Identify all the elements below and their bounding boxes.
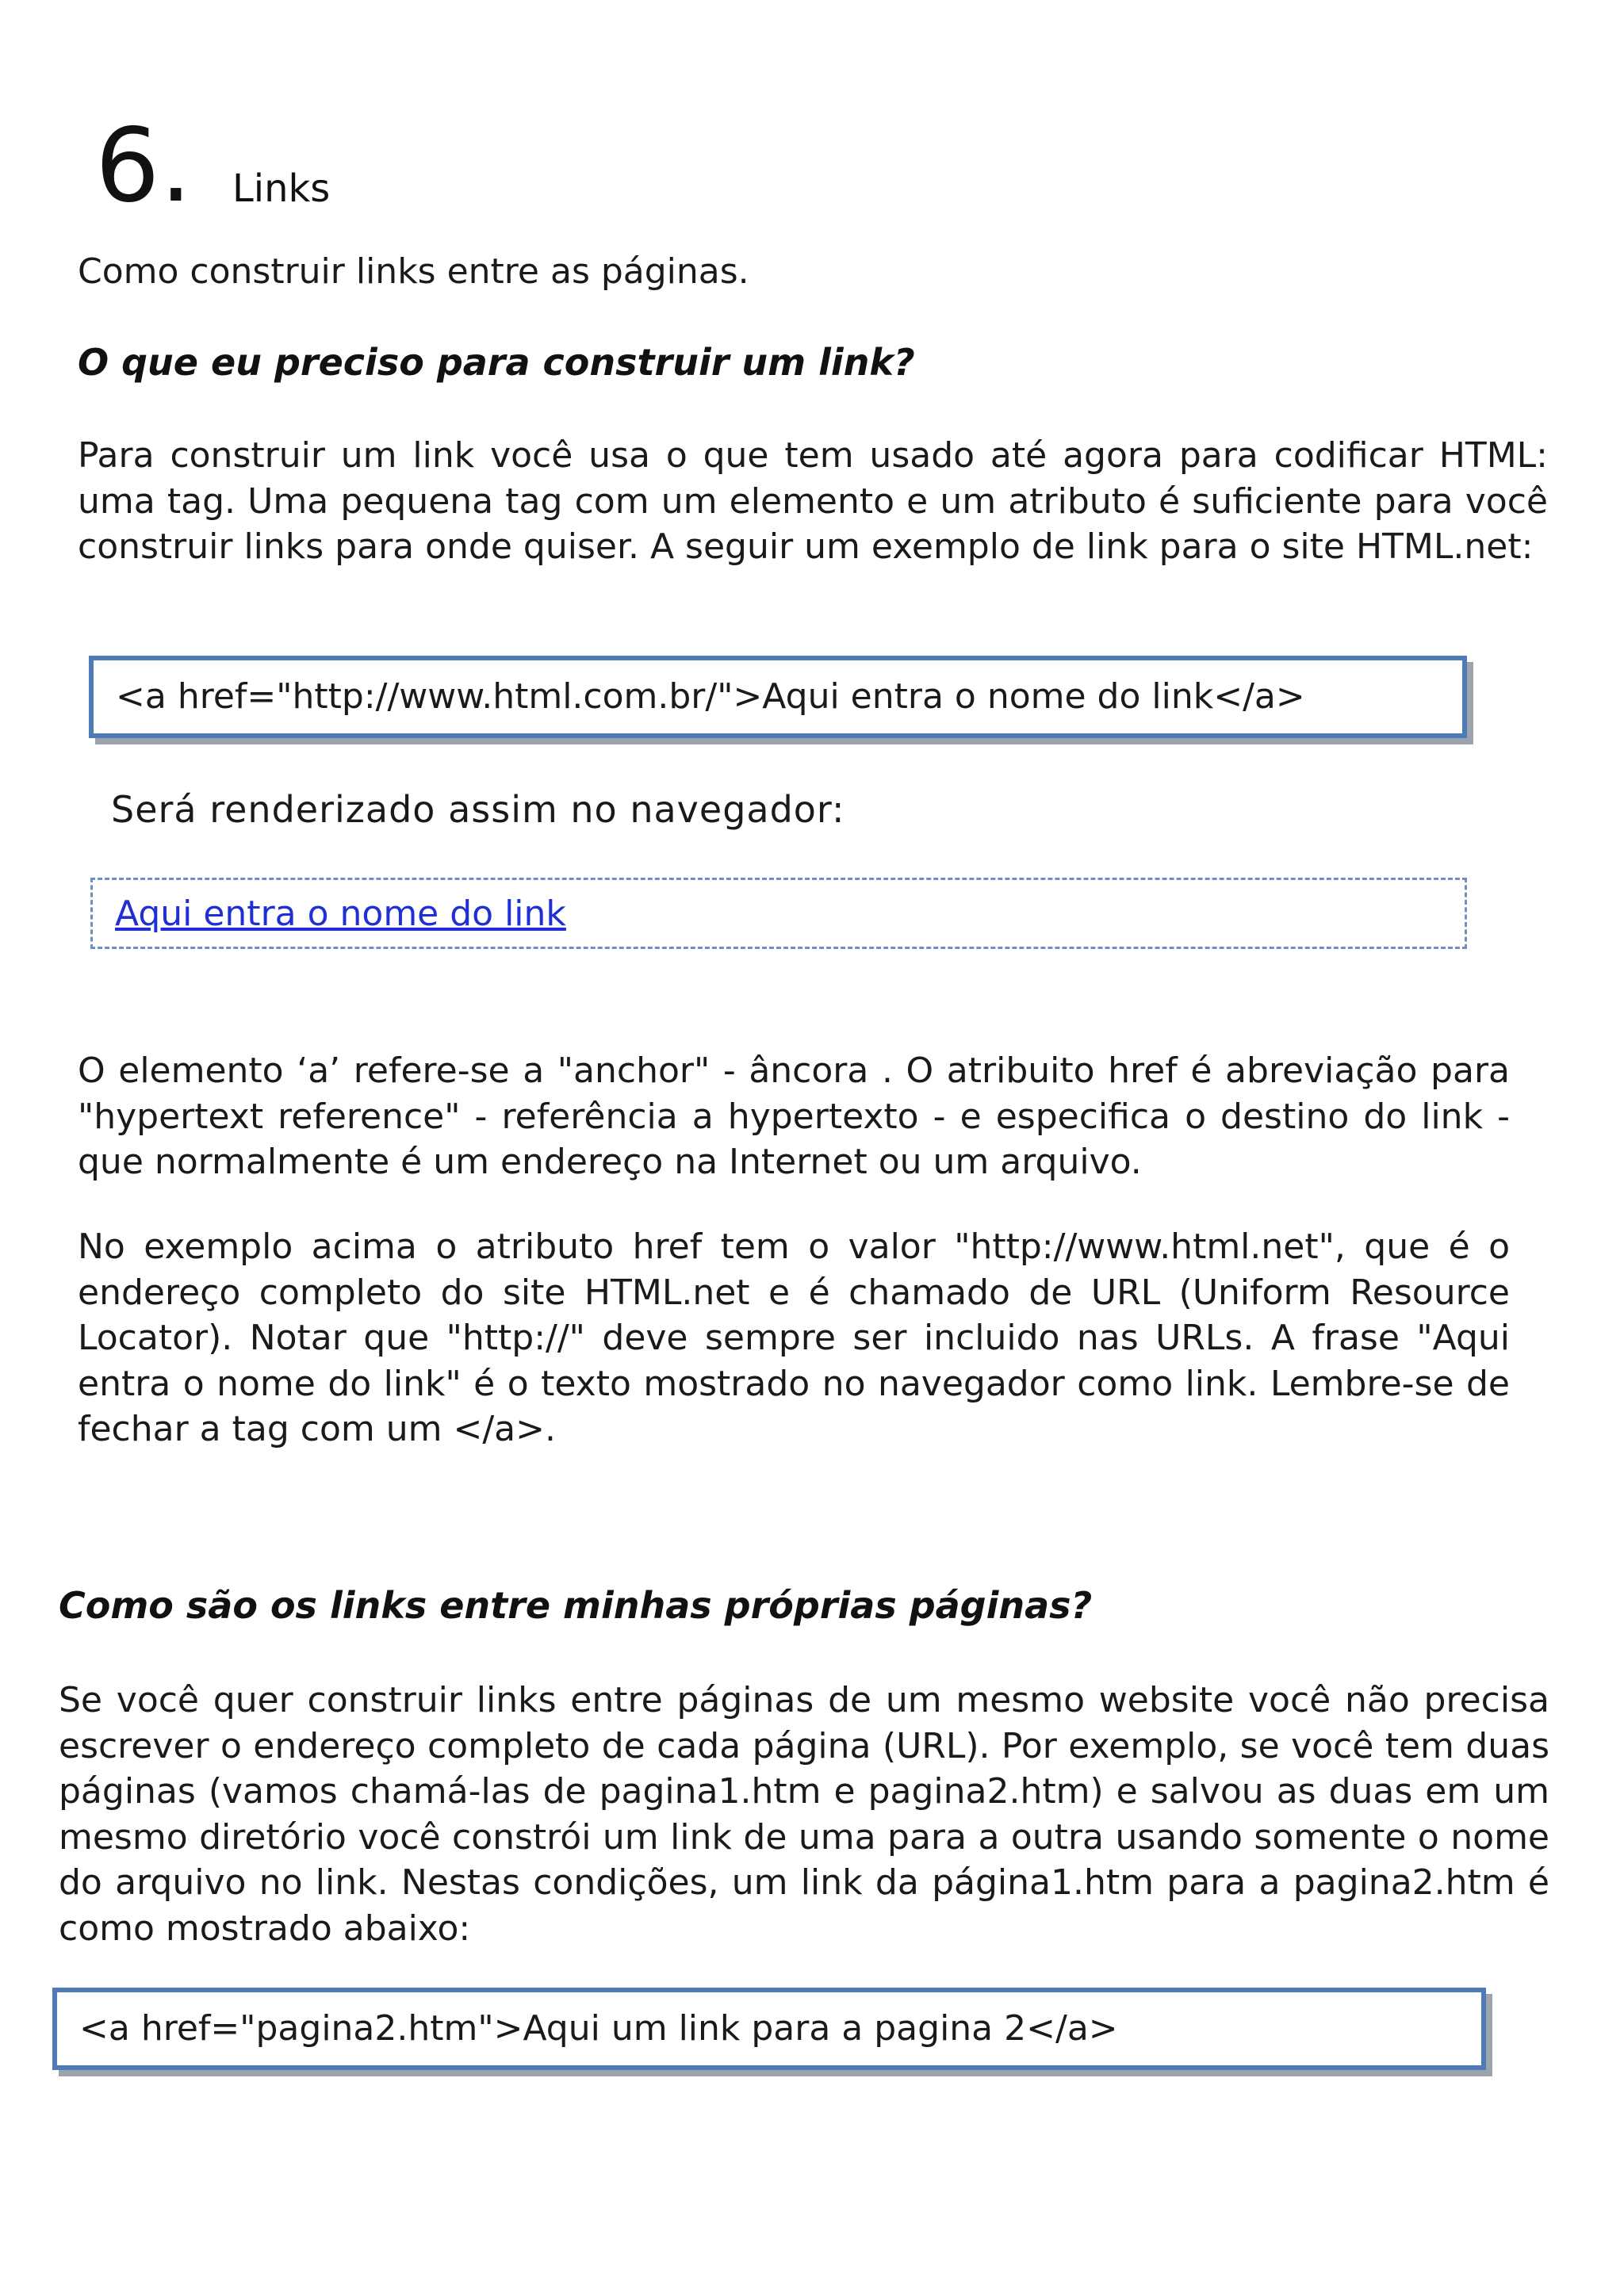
- render-caption: Será renderizado assim no navegador:: [111, 788, 845, 831]
- code-example-external-link: [89, 656, 1467, 738]
- section-heading-link-requirements: O que eu preciso para construir um link?: [78, 341, 915, 384]
- rendered-output-box: [90, 878, 1467, 949]
- paragraph-internal-links: Se você quer construir links entre páginas de um mesmo website você não precisa escrever o endereço completo de cada página (URL). Por exemplo, se você tem duas páginas (vamos chamá-las de pagina1.htm e pagina2.htm) e salvou as duas em um mesmo diretório você constrói um link de uma para a outra usando somente o nome do arquivo no link. Nestas condições, um link da página1.htm para a pagina2.htm é como mostrado abaixo:: [59, 1680, 1549, 1949]
- rendered-link[interactable]: Aqui entra o nome do link: [115, 893, 566, 934]
- code-text: <a href="pagina2.htm">Aqui um link para a pagina 2</a>: [79, 2008, 1118, 2049]
- chapter-number: 6.: [95, 107, 193, 225]
- chapter-title: Links: [232, 166, 331, 211]
- section-heading-internal-links: Como são os links entre minhas próprias páginas?: [59, 1584, 1093, 1627]
- code-example-internal-link: [52, 1988, 1486, 2070]
- chapter-intro: Como construir links entre as páginas.: [78, 251, 749, 292]
- code-text: <a href="http://www.html.com.br/">Aqui entra o nome do link</a>: [116, 676, 1305, 717]
- paragraph-href-explanation: No exemplo acima o atributo href tem o valor "http://www.html.net", que é o endereço completo do site HTML.net e é chamado de URL (Uniform Resource Locator). Notar que "http://" deve sempre ser incluido nas URLs. A frase "Aqui entra o nome do link" é o texto mostrado no navegador como link. Lembre-se de fechar a tag com um </a>.: [78, 1226, 1510, 1449]
- paragraph-anchor-explanation: O elemento ‘a’ refere-se a "anchor" - âncora . O atribuito href é abreviação para "hypertext reference" - referência a hypertexto - e especifica o destino do link - que normalmente é um endereço na Internet ou um arquivo.: [78, 1050, 1510, 1182]
- paragraph-link-tag: Para construir um link você usa o que tem usado até agora para codificar HTML: uma tag. Uma pequena tag com um elemento e um atributo é suficiente para você construir links para onde quiser. A seguir um exemplo de link para o site HTML.net:: [78, 435, 1548, 567]
